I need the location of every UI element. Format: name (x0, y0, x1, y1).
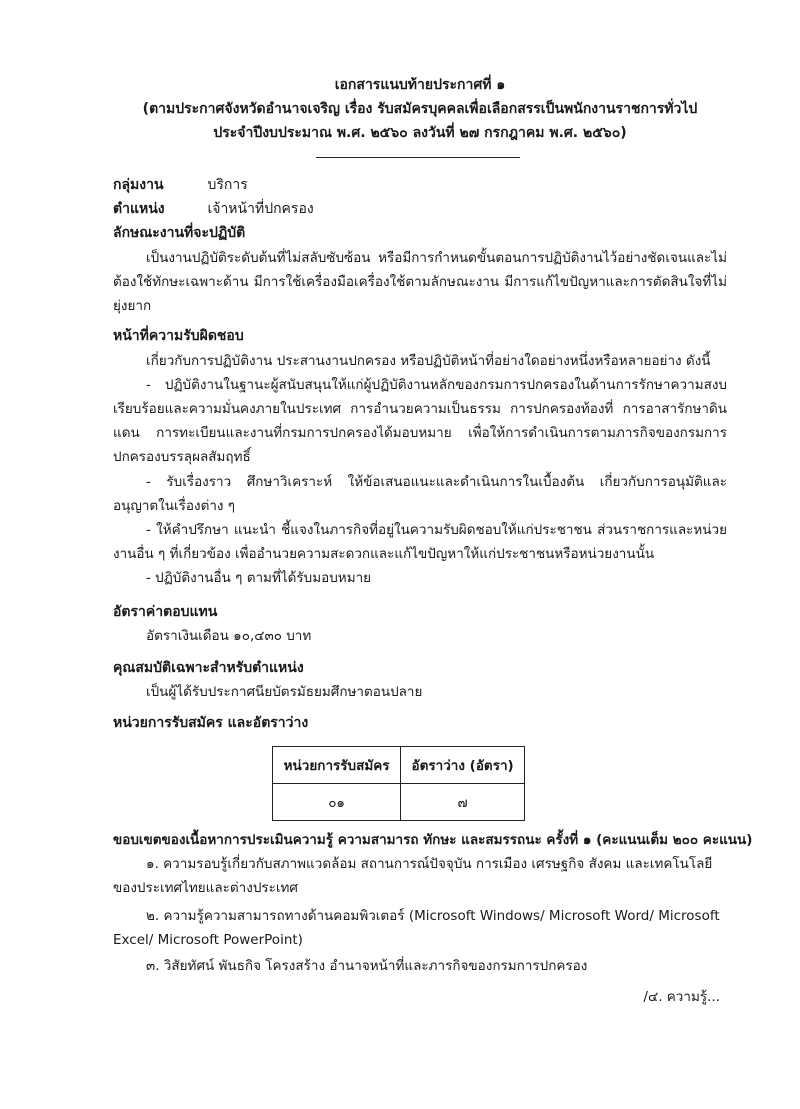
vacancy-table-header (273, 747, 525, 784)
header-divider (316, 157, 520, 158)
vacancy-count-cell: ๗ (401, 784, 525, 821)
duties-heading: หน้าที่ความรับผิดชอบ (113, 328, 244, 344)
duties-item-1: - ปฏิบัติงานในฐานะผู้สนับสนุนให้แก่ผู้ปฏิบัติงานหลักของกรมการปกครองในด้านการรักษาความสงบเรียบร้อยและความมั่นคงภายในประเทศ การอำนวยความเป็นธรรม การปกครองท้องที่ การอาสารักษาดินแดน การทะเบียนและงานที่กรมการปกครองได้มอบหมาย เพื่อให้การดำเนินการตามภารกิจของกรมการปกครองบรรลุผลสัมฤทธิ์ (113, 377, 727, 465)
scope-item-3: ๓. วิสัยทัศน์ พันธกิจ โครงสร้าง อำนาจหน้าที่และภารกิจของกรมการปกครอง (146, 958, 588, 974)
position-label: ตำแหน่ง (113, 201, 165, 217)
document-header (100, 73, 740, 145)
vacancy-heading: หน่วยการรับสมัคร และอัตราว่าง (113, 715, 309, 731)
scope-item-1-line-1: ๑. ความรอบรู้เกี่ยวกับสภาพแวดล้อม สถานการณ์ปัจจุบัน การเมือง เศรษฐกิจ สังคม และเทคโนโลยี (146, 856, 713, 872)
position-row (113, 198, 314, 220)
qualification-heading: คุณสมบัติเฉพาะสำหรับตำแหน่ง (113, 660, 304, 676)
compensation-heading: อัตราค่าตอบแทน (113, 604, 218, 620)
duties-item-4: - ปฏิบัติงานอื่น ๆ ตามที่ได้รับมอบหมาย (146, 570, 372, 586)
vacancy-col-count: อัตราว่าง (อัตรา) (401, 747, 525, 784)
vacancy-col-unit: หน่วยการรับสมัคร (273, 747, 401, 784)
duties-item-2: - รับเรื่องราว ศึกษาวิเคราะห์ ให้ข้อเสนอแนะและดำเนินการในเบื้องต้น เกี่ยวกับการอนุมัติและอนุญาตในเรื่องต่าง ๆ (113, 474, 727, 514)
header-title: เอกสารแนบท้ายประกาศที่ ๑ (334, 77, 506, 93)
compensation-text: อัตราเงินเดือน ๑๐,๔๓๐ บาท (146, 628, 312, 644)
group-label: กลุ่มงาน (113, 177, 164, 193)
qualification-text: เป็นผู้ได้รับประกาศนียบัตรมัธยมศึกษาตอนปลาย (146, 684, 423, 700)
scope-item-1-line-2: ของประเทศไทยและต่างประเทศ (113, 880, 298, 896)
table-row (273, 784, 525, 821)
scope-item-2-line-1: ๒. ความรู้ความสามารถทางด้านคอมพิวเตอร์ (Microsoft Windows/ Microsoft Word/ Microsoft (146, 908, 720, 924)
header-subtitle: (ตามประกาศจังหวัดอำนาจเจริญ เรื่อง รับสมัครบุคคลเพื่อเลือกสรรเป็นพนักงานราชการทั่วไป (142, 101, 698, 117)
group-value: บริการ (207, 177, 248, 193)
duties-item-3: - ให้คำปรึกษา แนะนำ ชี้แจงในภารกิจที่อยู่ในความรับผิดชอบให้แก่ประชาชน ส่วนราชการและหน่วยงานอื่น ๆ ที่เกี่ยวข้อง เพื่ออำนวยความสะดวกและแก้ไขปัญหาให้แก่ประชาชนหรือหน่วยงานนั้น (113, 522, 727, 562)
continuation-note: /๔. ความรู้... (643, 989, 720, 1005)
group-row (113, 174, 248, 196)
job-nature-heading: ลักษณะงานที่จะปฏิบัติ (113, 225, 246, 241)
scope-item-2-line-2: Excel/ Microsoft PowerPoint) (113, 932, 303, 948)
job-nature-text: เป็นงานปฏิบัติระดับต้นที่ไม่สลับซับซ้อน หรือมีการกำหนดขั้นตอนการปฏิบัติงานไว้อย่างชัดเจนและไม่ต้องใช้ทักษะเฉพาะด้าน มีการใช้เครื่องมือเครื่องใช้ตามลักษณะงาน มีการแก้ไขปัญหาและการตัดสินใจที่ไม่ยุ่งยาก (113, 250, 727, 314)
scope-heading: ขอบเขตของเนื้อหาการประเมินความรู้ ความสามารถ ทักษะ และสมรรถนะ ครั้งที่ ๑ (คะแนนเต็ม ๒๐๐ คะแนน) (113, 832, 753, 848)
vacancy-table (272, 746, 525, 821)
header-date: ประจำปีงบประมาณ พ.ศ. ๒๕๖๐ ลงวันที่ ๒๗ กรกฎาคม พ.ศ. ๒๕๖๐) (213, 125, 627, 141)
duties-intro: เกี่ยวกับการปฏิบัติงาน ประสานงานปกครอง หรือปฏิบัติหน้าที่อย่างใดอย่างหนึ่งหรือหลายอย่าง ดังนี้ (146, 353, 711, 369)
position-value: เจ้าหน้าที่ปกครอง (207, 201, 314, 217)
vacancy-unit-cell: ๐๑ (273, 784, 401, 821)
